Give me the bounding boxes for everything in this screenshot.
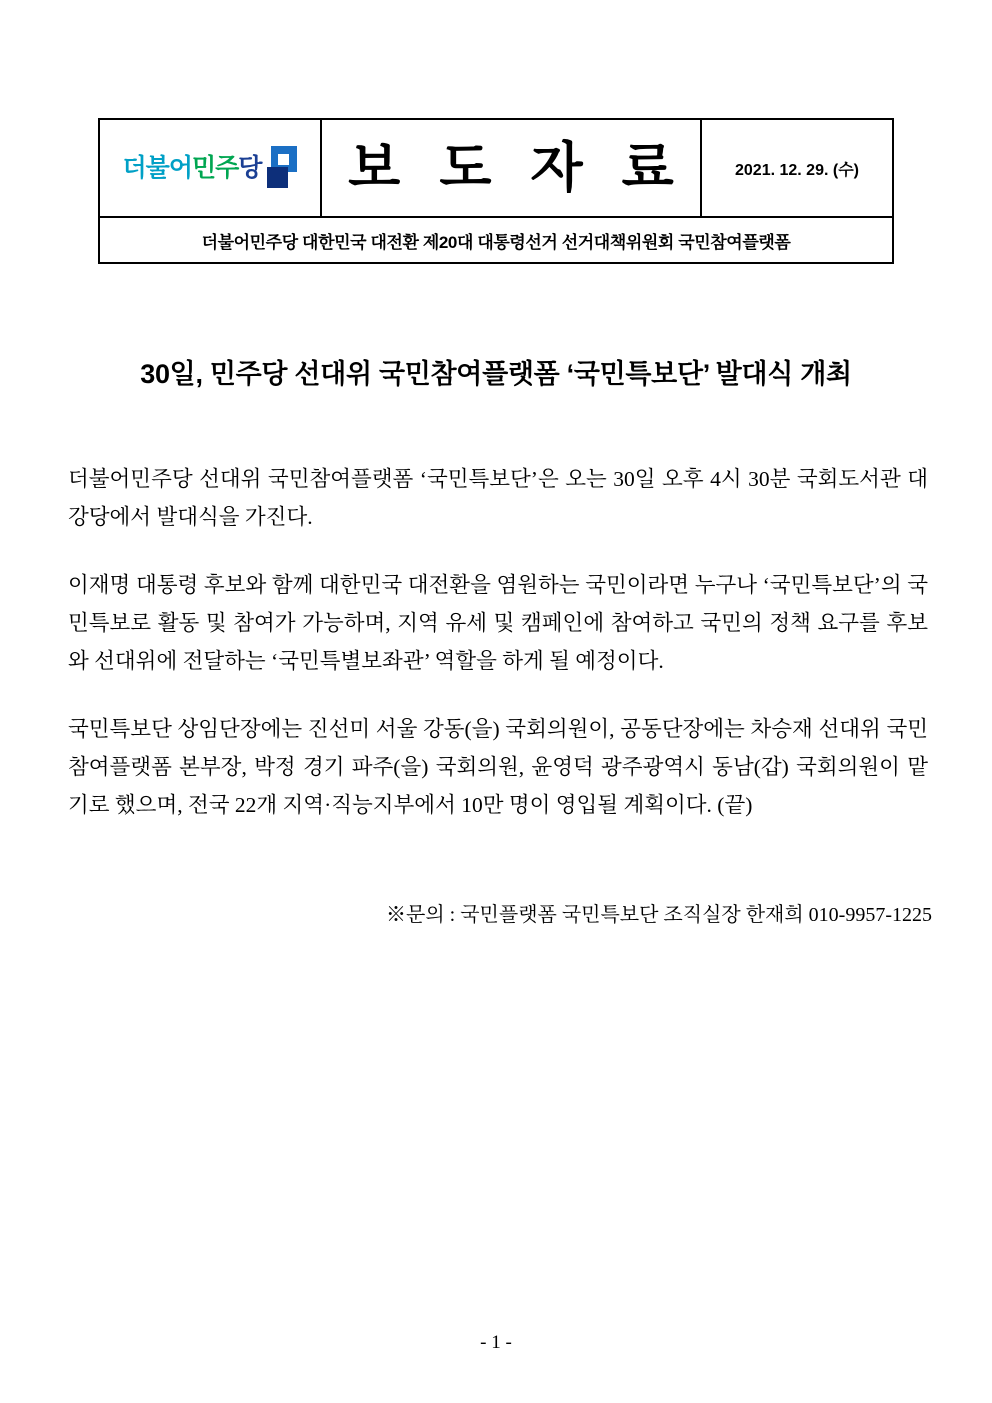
body-paragraph-1: 더불어민주당 선대위 국민참여플랫폼 ‘국민특보단’은 오는 30일 오후 4시 30분 국회도서관 대강당에서 발대식을 가진다. [68,467,928,529]
contact-line: ※문의 : 국민플랫폼 국민특보단 조직실장 한재희 010-9957-1225 [386,904,932,926]
emblem-notch [278,154,289,165]
page-title: 30일, 민주당 선대위 국민참여플랫폼 ‘국민특보단’ 발대식 개최 [140,359,852,389]
press-release-header [98,118,894,264]
header-organization-row [100,218,892,262]
document-type-cell [322,120,702,216]
body-paragraph-3: 국민특보단 상임단장에는 진선미 서울 강동(을) 국회의원이, 공동단장에는 차승재 선대위 국민참여플랫폼 본부장, 박정 경기 파주(을) 국회의원, 윤영덕 광주광역시 동남(갑) 국회의원이 맡기로 했으며, 전국 22개 지역·직능지부에서 10만 명이 영입될 계획이다. (끝) [68,717,928,817]
party-emblem-icon [267,146,297,190]
document-type-title: 보 도 자 료 [348,138,686,198]
organization-name: 더불어민주당 대한민국 대전환 제20대 대통령선거 선거대책위원회 국민참여플랫폼 [201,232,791,252]
logo-text-segment-3: 당 [238,153,262,182]
logo-text-segment-1: 더불어 [122,153,192,182]
header-top-row [100,120,892,218]
party-logo-cell [100,120,322,216]
body-content [68,460,928,824]
emblem-square-bottom [267,167,288,188]
body-paragraph-2: 이재명 대통령 후보와 함께 대한민국 대전환을 염원하는 국민이라면 누구나 ‘국민특보단’의 국민특보로 활동 및 참여가 가능하며, 지역 유세 및 캠페인에 참여하고 국민의 정책 요구를 후보와 선대위에 전달하는 ‘국민특별보좌관’ 역할을 하게 될 예정이다. [68,573,928,673]
document-date-cell [702,120,892,216]
page-number: - 1 - [480,1332,512,1353]
logo-text-segment-2: 민주 [191,153,239,182]
document-date: 2021. 12. 29. (수) [735,161,859,179]
party-logo [123,146,298,190]
party-logo-text [122,153,262,182]
